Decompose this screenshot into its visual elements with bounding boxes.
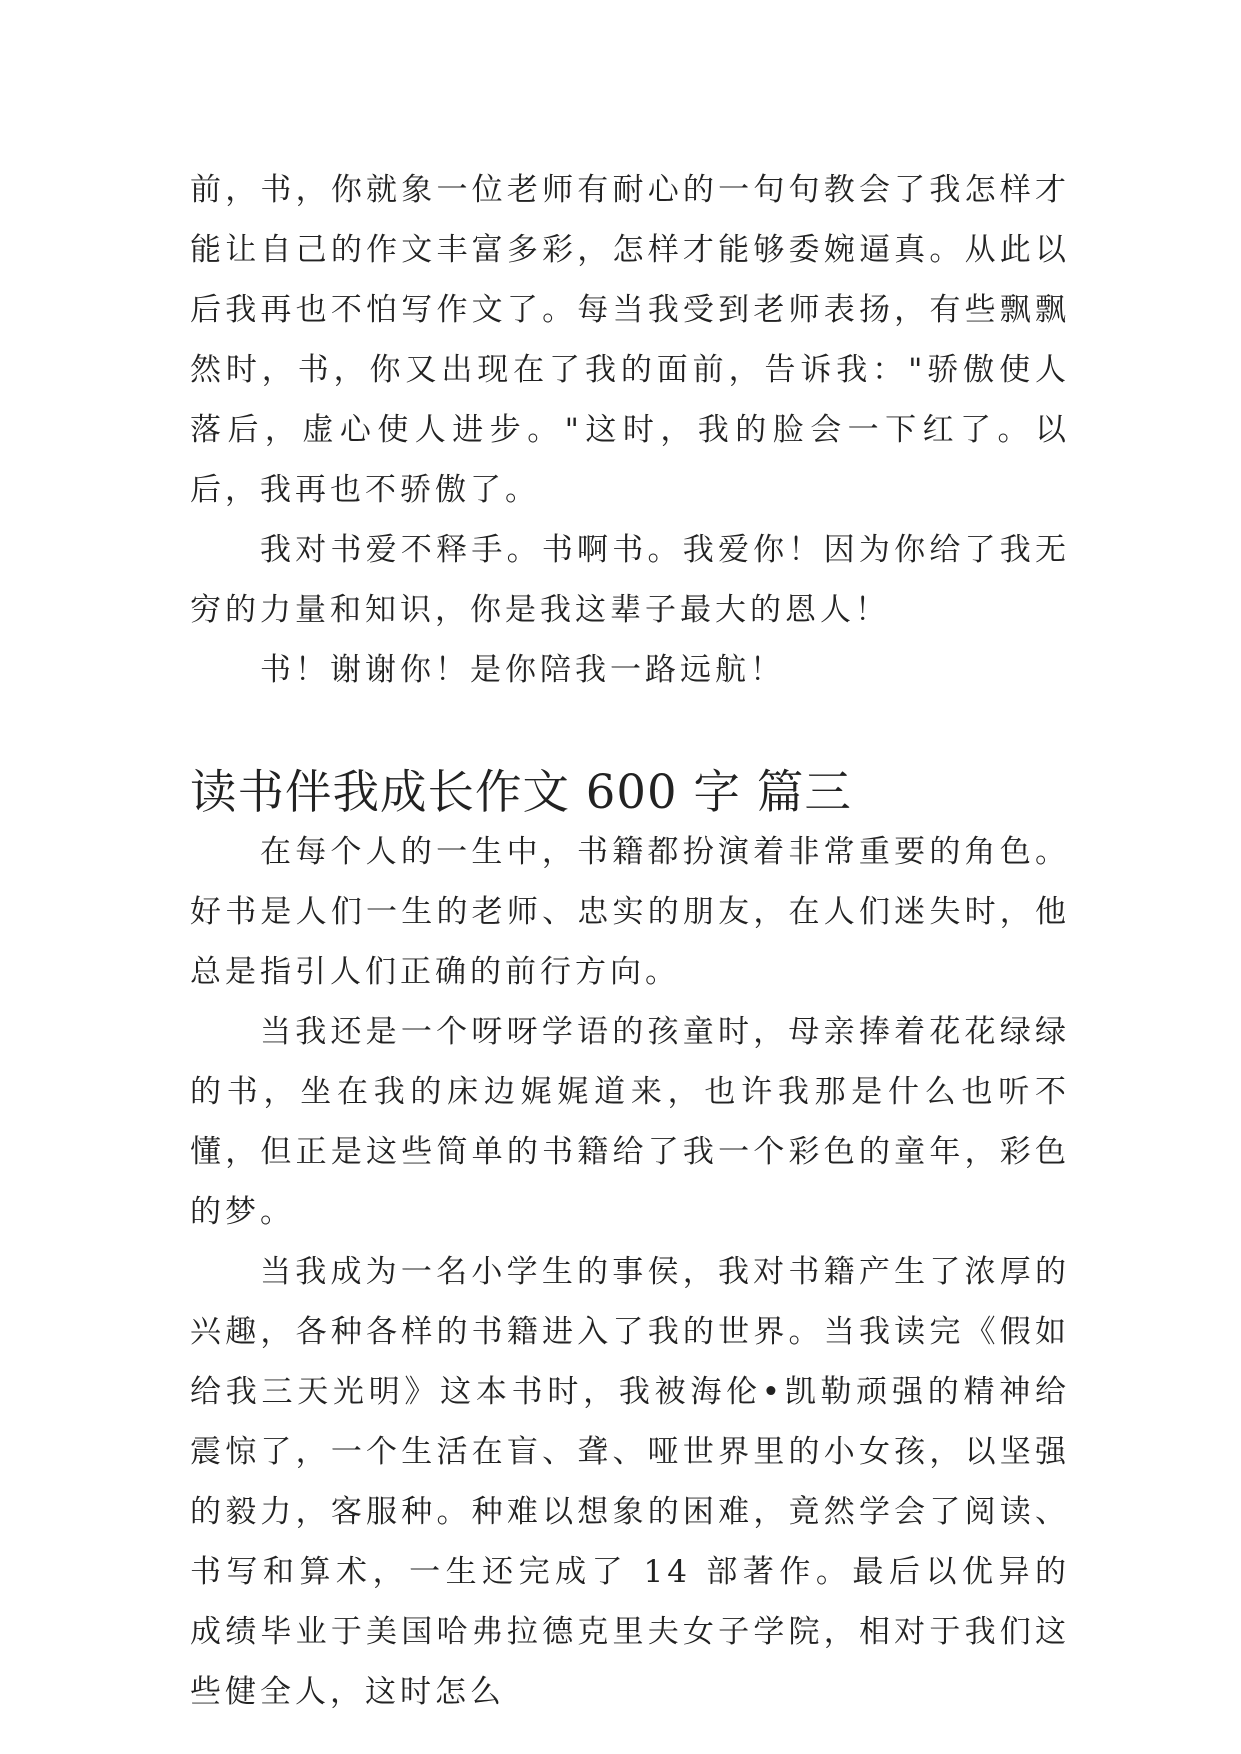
section-heading-title: 读书伴我成长作文 600 字 <box>190 765 741 819</box>
section-heading <box>190 762 1070 822</box>
paragraph: 当我还是一个呀呀学语的孩童时，母亲捧着花花绿绿的书，坐在我的床边娓娓道来，也许我那是什么也听不懂，但正是这些简单的书籍给了我一个彩色的童年，彩色的梦。 <box>190 1014 1070 1230</box>
paragraph: 在每个人的一生中，书籍都扮演着非常重要的角色。好书是人们一生的老师、忠实的朋友，在人们迷失时，他总是指引人们正确的前行方向。 <box>190 834 1070 990</box>
paragraph: 我对书爱不释手。书啊书。我爱你！因为你给了我无穷的力量和知识，你是我这辈子最大的恩人！ <box>190 532 1070 628</box>
document-body <box>190 160 1070 1722</box>
paragraph: 当我成为一名小学生的事侯，我对书籍产生了浓厚的兴趣，各种各样的书籍进入了我的世界。当我读完《假如给我三天光明》这本书时，我被海伦•凯勒顽强的精神给震惊了，一个生活在盲、聋、哑世界里的小女孩，以坚强的毅力，客服种。种难以想象的困难，竟然学会了阅读、书写和算术，一生还完成了 14 部著作。最后以优异的成绩毕业于美国哈弗拉德克里夫女子学院，相对于我们这些健全人，这时怎么 <box>190 1254 1070 1710</box>
paragraph-continuation: 前，书，你就象一位老师有耐心的一句句教会了我怎样才能让自己的作文丰富多彩，怎样才能够委婉逼真。从此以后我再也不怕写作文了。每当我受到老师表扬，有些飘飘然时，书，你又出现在了我的面前，告诉我："骄傲使人落后，虚心使人进步。"这时，我的脸会一下红了。以后，我再也不骄傲了。 <box>190 172 1070 508</box>
section-heading-part: 篇三 <box>756 765 852 819</box>
paragraph: 书！谢谢你！是你陪我一路远航！ <box>260 652 785 688</box>
